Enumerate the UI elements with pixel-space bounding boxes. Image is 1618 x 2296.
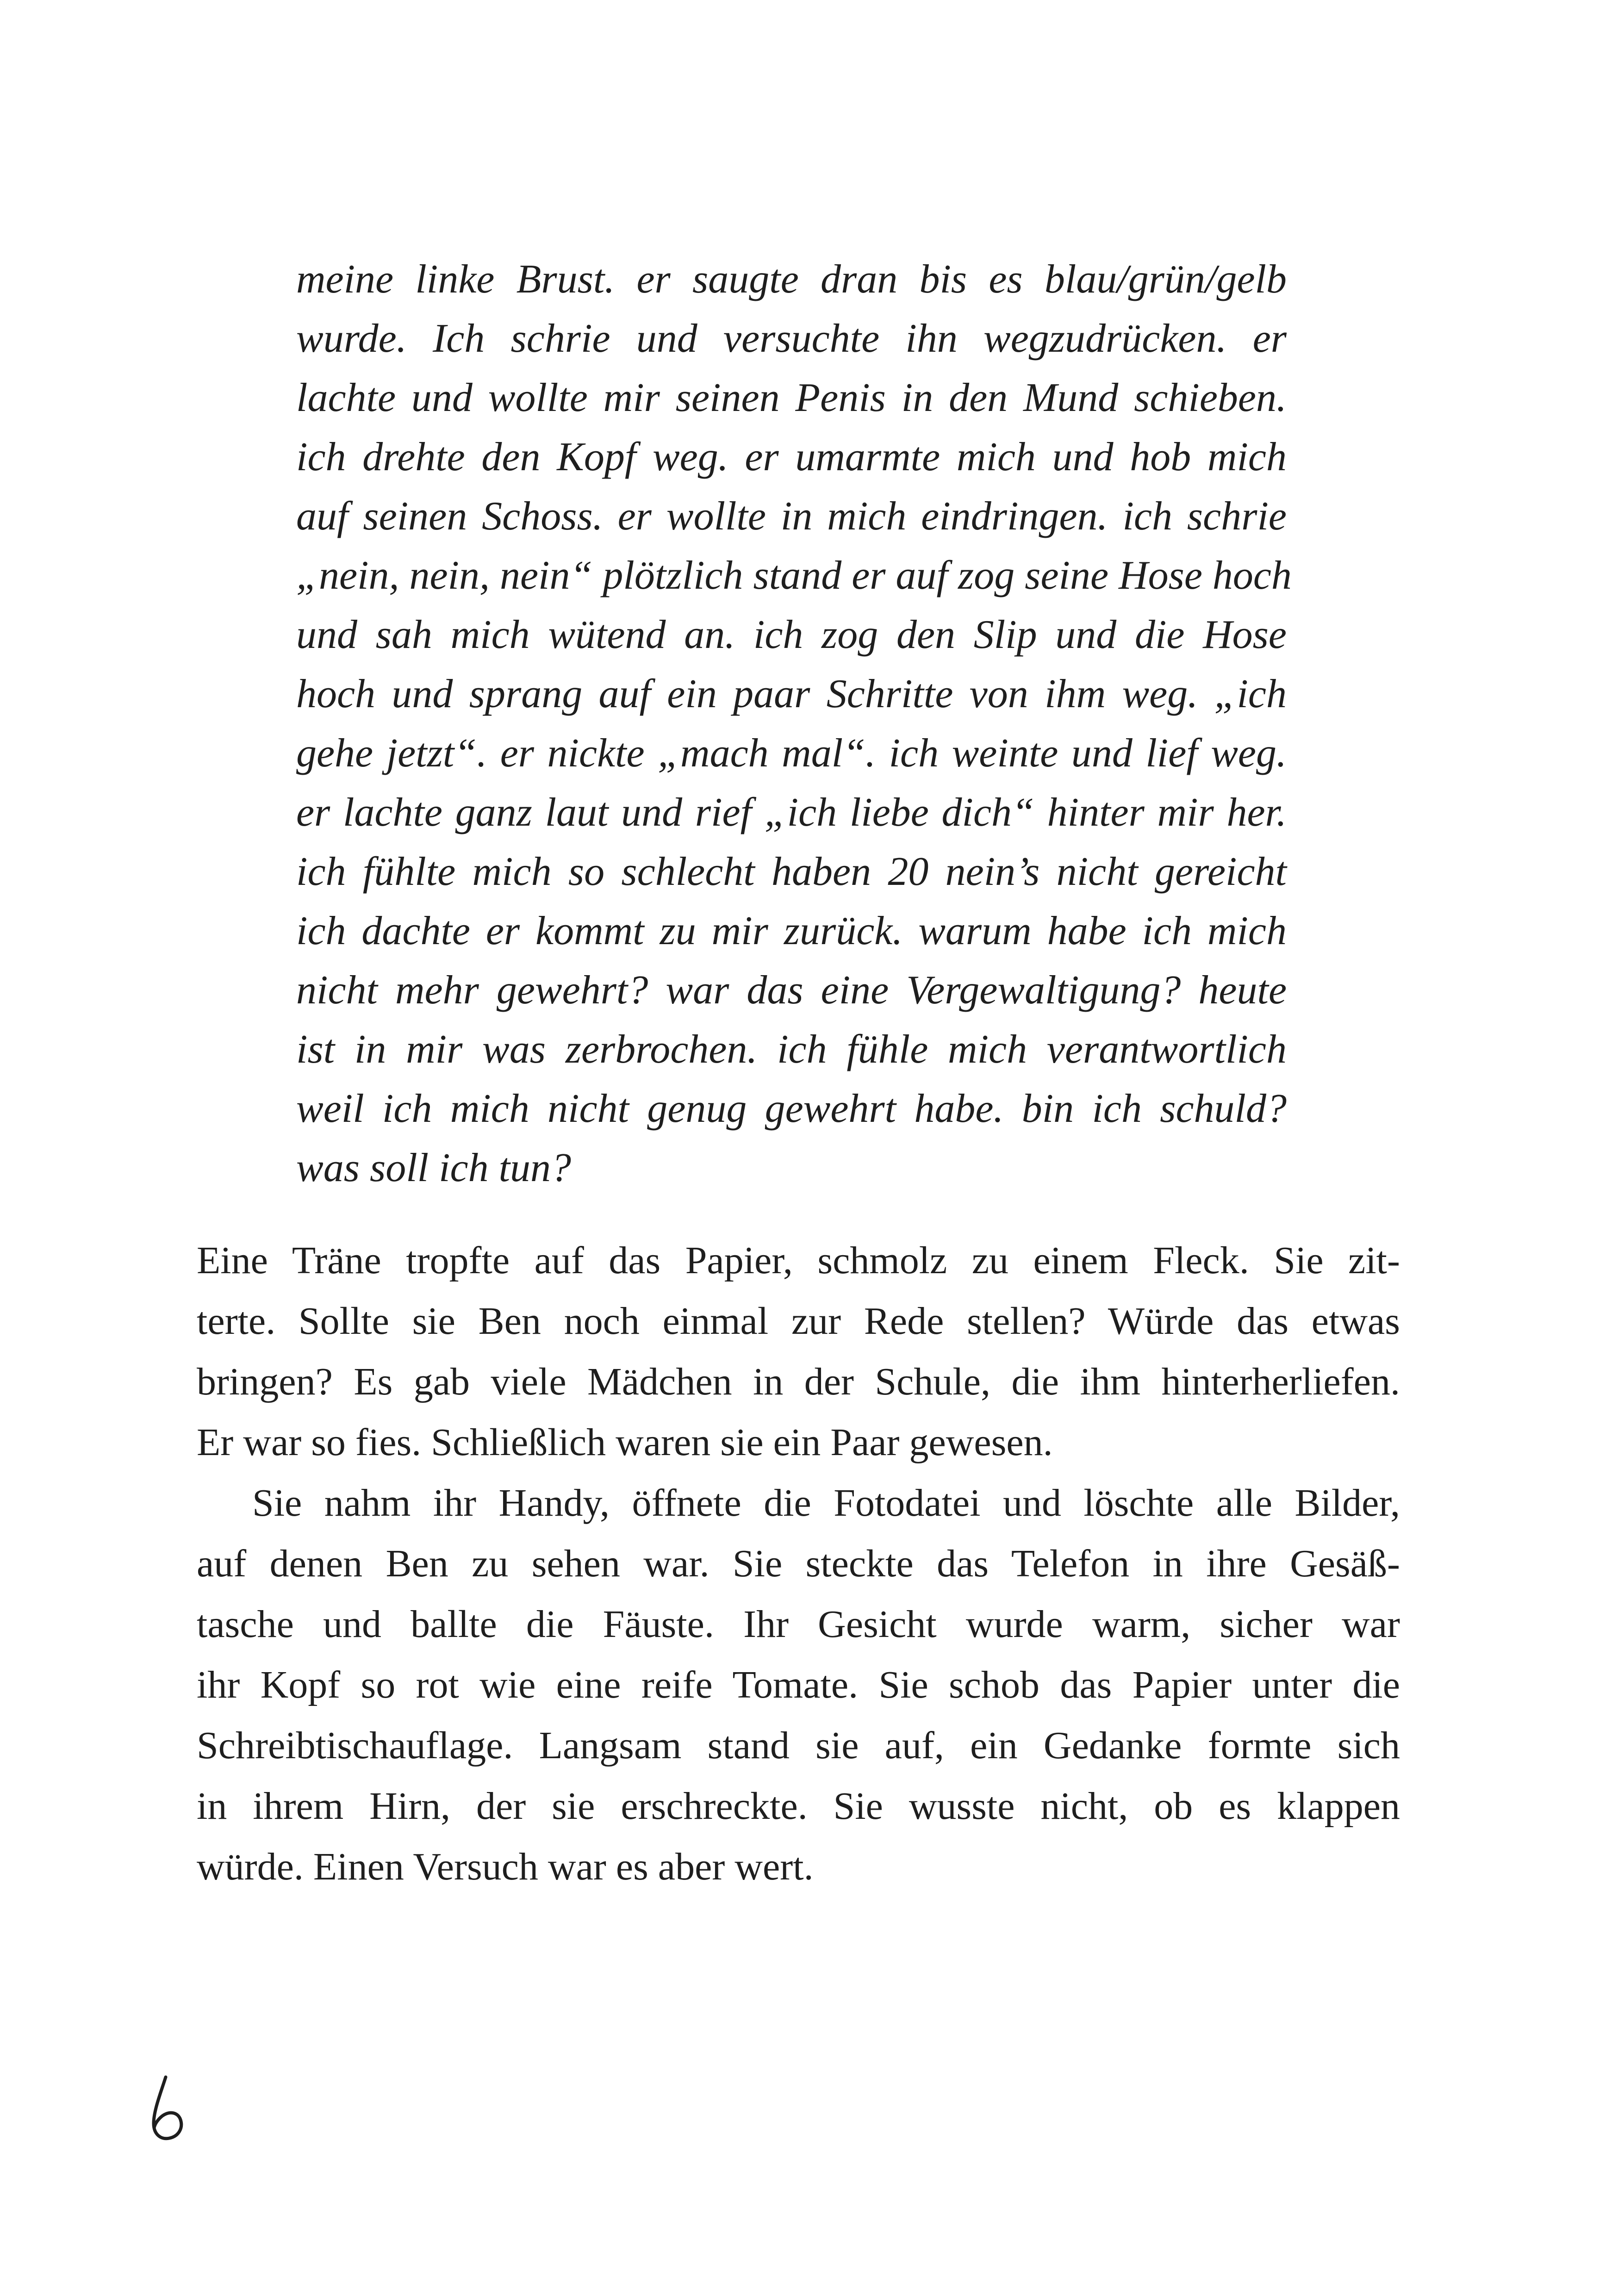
body-line: Schreibtischauflage. Langsam stand sie auf, ein Gedanke formte sich xyxy=(197,1724,1400,1767)
letter-line: wurde. Ich schrie und versuchte ihn wegzudrücken. er xyxy=(296,316,1287,361)
handwritten-page-number-6 xyxy=(147,2073,189,2143)
letter-excerpt xyxy=(296,250,1292,1198)
body-line: Er war so fies. Schließlich waren sie ein Paar gewesen. xyxy=(197,1421,1053,1464)
letter-line: und sah mich wütend an. ich zog den Slip und die Hose xyxy=(296,612,1287,657)
paragraph xyxy=(197,1230,1400,1473)
body-line: in ihrem Hirn, der sie erschreckte. Sie wusste nicht, ob es klappen xyxy=(197,1785,1400,1828)
letter-line: ist in mir was zerbrochen. ich fühle mich verantwortlich xyxy=(296,1027,1287,1072)
body-line: Sie nahm ihr Handy, öffnete die Fotodatei und löschte alle Bilder, xyxy=(252,1481,1400,1524)
letter-line: ich drehte den Kopf weg. er umarmte mich und hob mich xyxy=(296,435,1287,479)
letter-line: was soll ich tun? xyxy=(296,1145,572,1190)
letter-line: er lachte ganz laut und rief „ich liebe dich“ hinter mir her. xyxy=(296,790,1287,835)
letter-line: „nein, nein, nein“ plötzlich stand er auf zog seine Hose hoch xyxy=(296,553,1292,598)
body-line: Eine Träne tropfte auf das Papier, schmolz zu einem Fleck. Sie zit- xyxy=(197,1239,1400,1282)
letter-line: ich dachte er kommt zu mir zurück. warum habe ich mich xyxy=(296,908,1287,953)
letter-line: auf seinen Schoss. er wollte in mich eindringen. ich schrie xyxy=(296,494,1287,539)
letter-line: meine linke Brust. er saugte dran bis es blau/grün/gelb xyxy=(296,257,1287,302)
body-line: würde. Einen Versuch war es aber wert. xyxy=(197,1845,814,1888)
paragraph xyxy=(197,1473,1400,1897)
body-line: bringen? Es gab viele Mädchen in der Schule, die ihm hinterherliefen. xyxy=(197,1360,1400,1403)
body-line: terte. Sollte sie Ben noch einmal zur Rede stellen? Würde das etwas xyxy=(197,1300,1400,1343)
letter-line: lachte und wollte mir seinen Penis in den Mund schieben. xyxy=(296,375,1287,420)
letter-line: weil ich mich nicht genug gewehrt habe. bin ich schuld? xyxy=(296,1086,1287,1131)
body-line: ihr Kopf so rot wie eine reife Tomate. Sie schob das Papier unter die xyxy=(197,1663,1400,1706)
body-line: auf denen Ben zu sehen war. Sie steckte das Telefon in ihre Gesäß- xyxy=(197,1542,1400,1585)
body-line: tasche und ballte die Fäuste. Ihr Gesicht wurde warm, sicher war xyxy=(197,1603,1400,1646)
letter-line: ich fühlte mich so schlecht haben 20 nein’s nicht gereicht xyxy=(296,849,1287,894)
letter-line: gehe jetzt“. er nickte „mach mal“. ich weinte und lief weg. xyxy=(296,731,1287,776)
letter-line: nicht mehr gewehrt? war das eine Vergewaltigung? heute xyxy=(296,968,1287,1013)
letter-line: hoch und sprang auf ein paar Schritte von ihm weg. „ich xyxy=(296,672,1287,716)
page-number xyxy=(147,2073,189,2143)
body-text xyxy=(197,1230,1400,1897)
